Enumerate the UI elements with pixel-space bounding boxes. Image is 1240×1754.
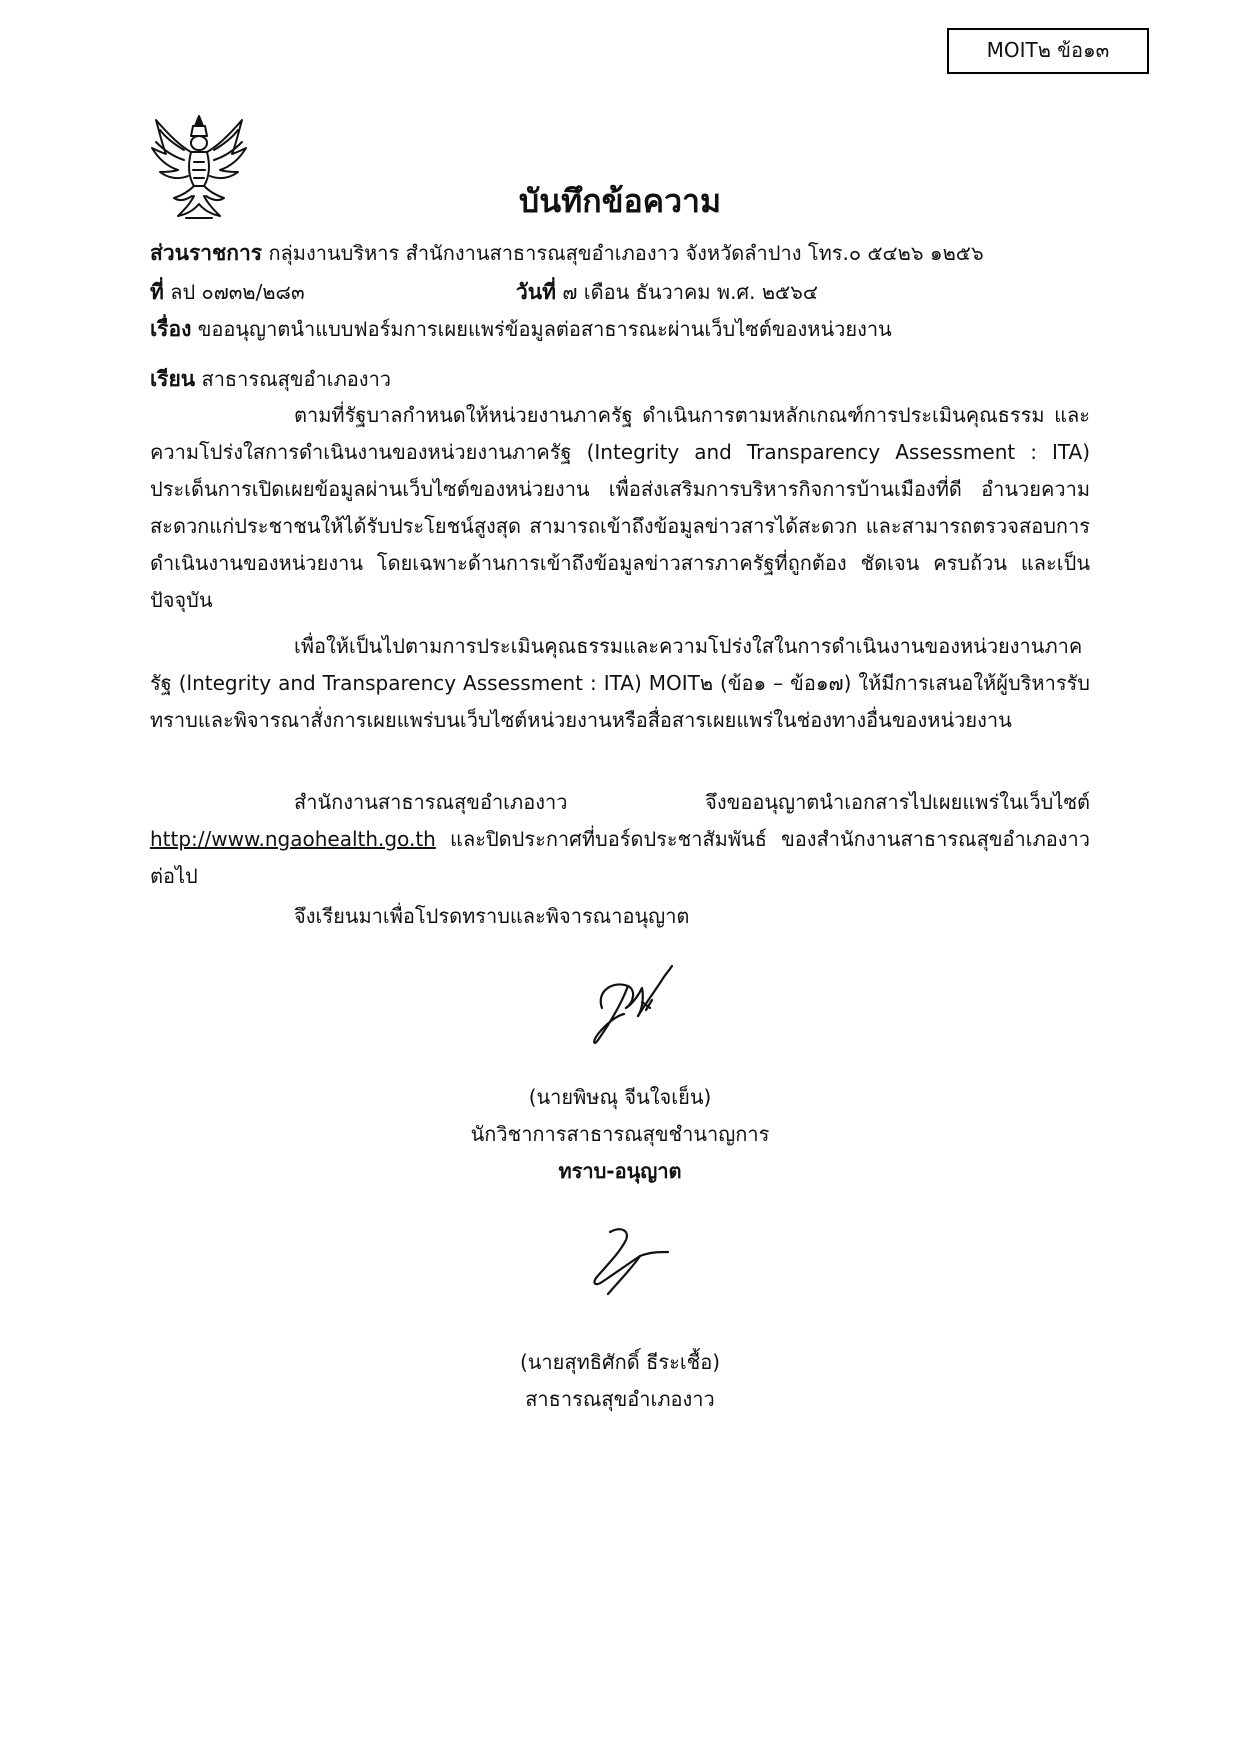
reference-box	[947, 28, 1149, 74]
signer-1-position: นักวิชาการสาธารณสุขชำนาญการ	[470, 1122, 770, 1146]
subject-line	[150, 312, 892, 346]
subject-value: ขออนุญาตนำแบบฟอร์มการเผยแพร่ข้อมูลต่อสาธารณะผ่านเว็บไซต์ของหน่วยงาน	[197, 317, 892, 341]
body-paragraph-2: เพื่อให้เป็นไปตามการประเมินคุณธรรมและความโปร่งใสในการดำเนินงานของหน่วยงานภาครัฐ (lntegrity and Transparency Assessment : ITA) MOIT๒ (ข้อ๑ – ข้อ๑๗) ให้มีการเสนอให้ผู้บริหารรับทราบและพิจารณาสั่งการเผยแพร่บนเว็บไซต์หน่วยงานหรือสื่อสารเผยแพร่ในช่องทางอื่นของหน่วยงาน	[150, 634, 1090, 732]
agency-value: กลุ่มงานบริหาร สำนักงานสาธารณสุขอำเภองาว จังหวัดลำปาง โทร.๐ ๕๔๒๖ ๑๒๕๖	[268, 241, 984, 265]
website-link[interactable]: http://www.ngaohealth.go.th	[150, 827, 436, 851]
subject-label: เรื่อง	[150, 317, 192, 341]
signer-1-name: (นายพิษณุ จีนใจเย็น)	[528, 1085, 712, 1109]
signature-2-image	[580, 1222, 670, 1300]
paragraph-3-tail: และปิดประกาศที่บอร์ดประชาสัมพันธ์ ของสำนักงานสาธารณสุขอำเภองาว ต่อไป	[150, 827, 1090, 888]
body-paragraph-1: ตามที่รัฐบาลกำหนดให้หน่วยงานภาครัฐ ดำเนินการตามหลักเกณฑ์การประเมินคุณธรรม และความโปร่งใสการดำเนินงานของหน่วยงานภาครัฐ (Integrity and Transparency Assessment : ITA) ประเด็นการเปิดเผยข้อมูลผ่านเว็บไซต์ของหน่วยงาน เพื่อส่งเสริมการบริหารกิจการบ้านเมืองที่ดี อำนวยความสะดวกแก่ประชาชนให้ได้รับประโยชน์สูงสุด สามารถเข้าถึงข้อมูลข่าวสารได้สะดวก และสามารถตรวจสอบการดำเนินงานของหน่วยงาน โดยเฉพาะด้านการเข้าถึงข้อมูลข่าวสารภาครัฐที่ถูกต้อง ชัดเจน ครบถ้วน และเป็นปัจจุบัน	[150, 403, 1090, 612]
body-paragraph-3	[150, 784, 1090, 895]
doc-number-label: ที่	[150, 280, 164, 304]
signature-1-image	[572, 958, 682, 1050]
date-value: ๗ เดือน ธันวาคม พ.ศ. ๒๕๖๔	[562, 280, 818, 304]
signer-2-position: สาธารณสุขอำเภองาว	[525, 1387, 715, 1411]
date-label: วันที่	[516, 280, 556, 304]
salutation-value: สาธารณสุขอำเภองาว	[201, 367, 392, 391]
reference-code: MOIT๒ ข้อ๑๓	[986, 38, 1110, 62]
closing-line: จึงเรียนมาเพื่อโปรดทราบและพิจารณาอนุญาต	[294, 904, 690, 928]
doc-number-value: ลป ๐๗๓๒/๒๘๓	[170, 280, 305, 304]
date-line	[516, 275, 818, 309]
approval-note: ทราบ-อนุญาต	[558, 1159, 682, 1183]
salutation-line	[150, 362, 391, 396]
document-title: บันทึกข้อความ	[518, 182, 722, 220]
paragraph-3-lead: สำนักงานสาธารณสุขอำเภองาว จึงขออนุญาตนำเอกสารไปเผยแพร่ในเว็บไซต์	[294, 790, 1090, 814]
agency-label: ส่วนราชการ	[150, 241, 263, 265]
doc-number-line	[150, 275, 305, 309]
agency-line	[150, 236, 984, 270]
salutation-label: เรียน	[150, 367, 196, 391]
signer-2-name: (นายสุทธิศักดิ์ ธีระเชื้อ)	[519, 1350, 721, 1374]
